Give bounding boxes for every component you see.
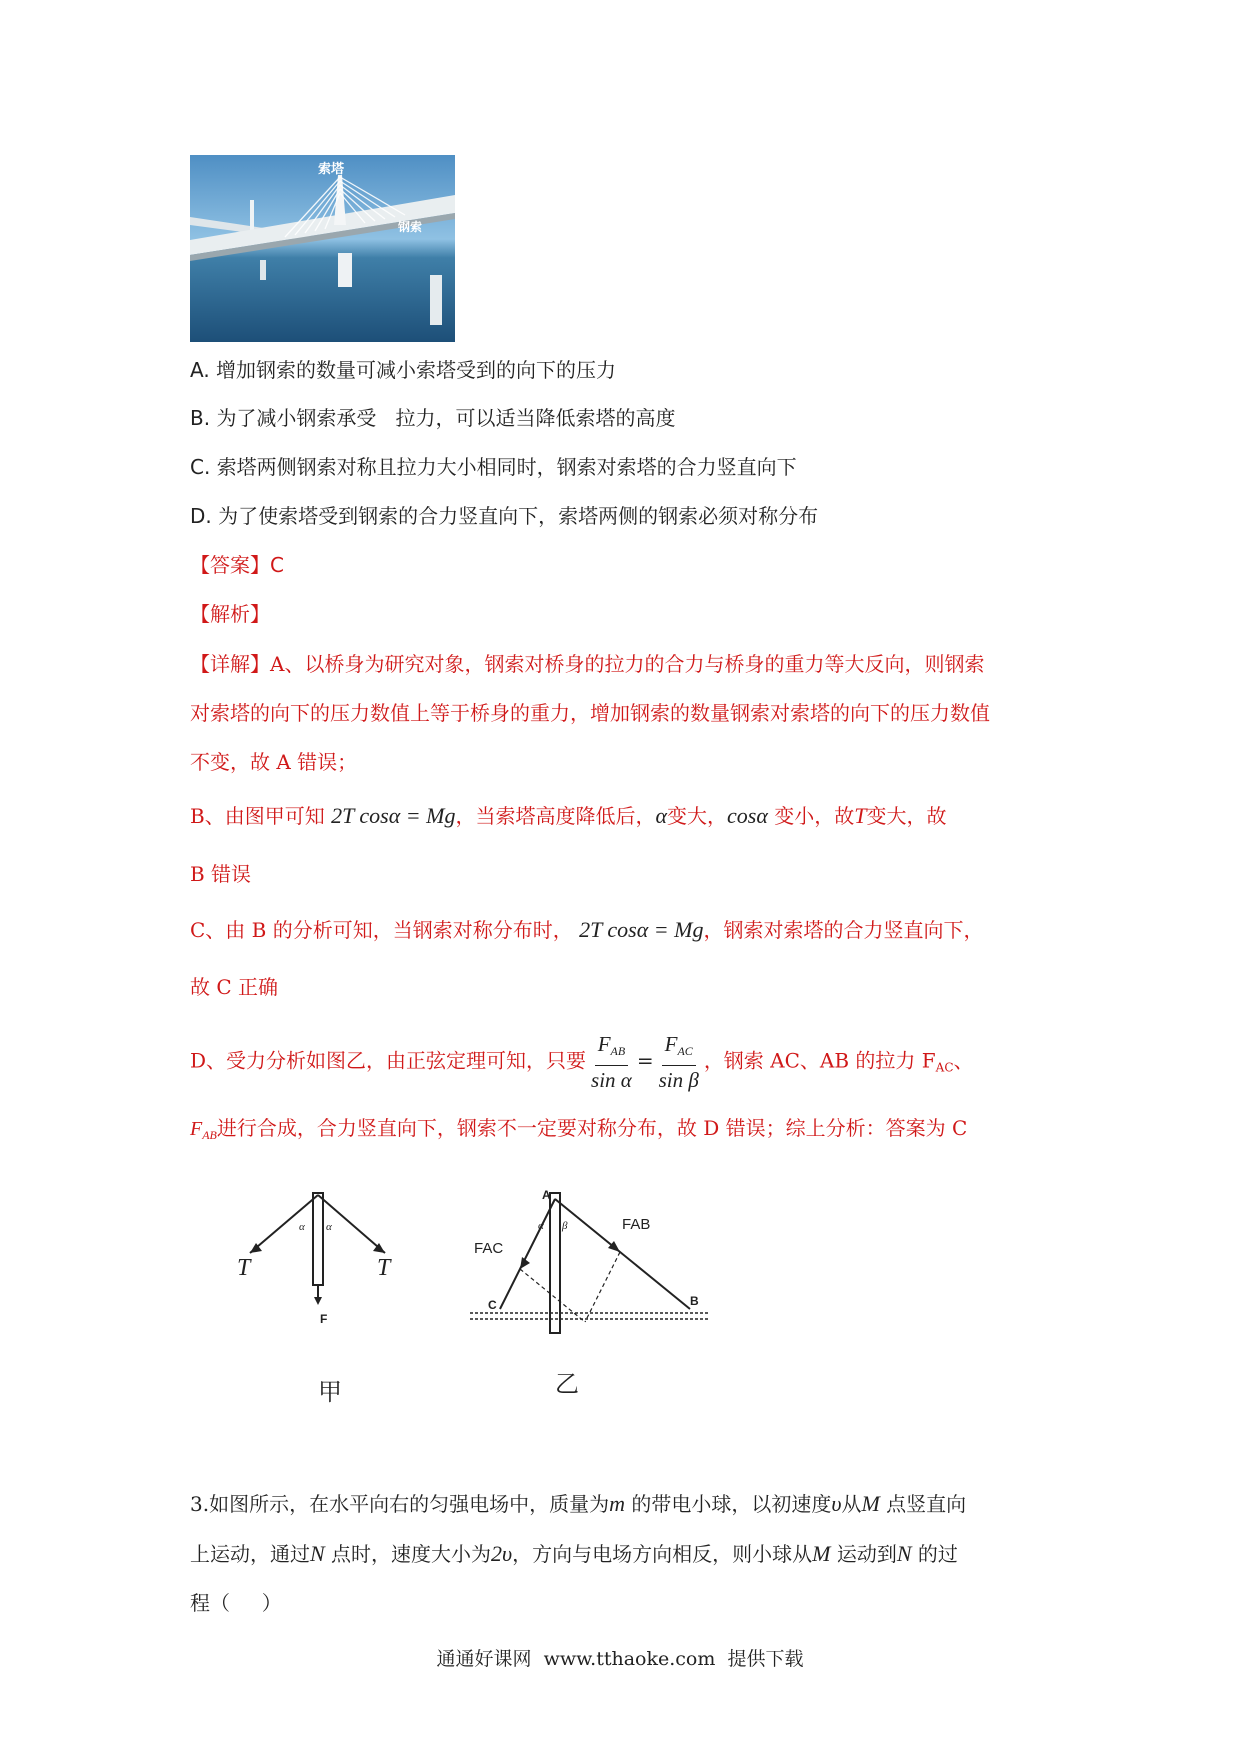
figure-jia-caption: 甲 [318, 1378, 342, 1406]
q3-line1-mid: 的带电小球，以初速度 [624, 1492, 832, 1516]
detail-d-line2-F: F [190, 1118, 203, 1140]
q3-v: υ [831, 1491, 842, 1516]
yi-F-AC: FAC [474, 1240, 504, 1257]
figure-yi [470, 1185, 720, 1350]
option-text: 索塔两侧钢索对称且拉力大小相同时，钢索对索塔的合力竖直向下 [216, 455, 797, 479]
detail-label: 【详解】 [190, 652, 270, 676]
option-c [190, 453, 797, 481]
detail-c-end: ，钢索对索塔的合力竖直向下， [703, 918, 984, 942]
T-symbol: T [854, 803, 867, 828]
q3-line2-mid3: 运动到 [830, 1542, 897, 1566]
q3-N: N [310, 1541, 325, 1566]
jia-F: F [320, 1312, 328, 1326]
frac1-sub: AB [610, 1044, 626, 1058]
detail-b-mid2: 变大， [667, 804, 728, 828]
figure-yi-caption: 乙 [555, 1370, 579, 1398]
yi-alpha: α [538, 1220, 544, 1232]
option-letter: A. [190, 358, 210, 382]
formula-b: 2T cosα = Mg [331, 803, 456, 828]
detail-d-end2: 、 [953, 1048, 974, 1073]
frac2-den: sin β [658, 1068, 699, 1092]
yi-F-AB: FAB [622, 1216, 651, 1233]
jia-T-left: T [237, 1255, 251, 1281]
q3-line2-end: 的过 [911, 1542, 958, 1566]
q3-line2 [190, 1540, 958, 1568]
q3-line2-pre: 上运动，通过 [190, 1542, 310, 1566]
answer-value: C [270, 553, 284, 577]
answer-label: 【答案】 [190, 553, 270, 577]
yi-A: A [542, 1188, 551, 1202]
equals-sign: = [636, 1048, 654, 1073]
option-letter: C. [190, 455, 211, 479]
detail-c-pre: C、由 B 的分析可知，当钢索对称分布时， [190, 918, 573, 942]
frac1-den: sin α [591, 1068, 632, 1092]
detail-d-pre: D、受力分析如图乙，由正弦定理可知，只要 [190, 1048, 587, 1073]
detail-b-pre: B、由图甲可知 [190, 804, 325, 828]
q3-m: m [609, 1491, 625, 1516]
detail-a-text1: A、以桥身为研究对象，钢索对桥身的拉力的合力与桥身的重力等大反向，则钢索 [270, 652, 985, 676]
jia-T-right: T [377, 1255, 391, 1281]
detail-d-line2-sub: AB [202, 1128, 217, 1142]
frac2-sub: AC [677, 1044, 693, 1058]
detail-a-line1 [190, 650, 984, 678]
option-letter: D. [190, 504, 212, 528]
q3-M: M [861, 1491, 880, 1516]
q3-line1-pre: 3.如图所示，在水平向右的匀强电场中，质量为 [190, 1492, 610, 1516]
cos-alpha: cosα [727, 803, 768, 828]
q3-line2-mid2: ，方向与电场方向相反，则小球从 [512, 1542, 813, 1566]
detail-d-line1 [190, 1030, 974, 1090]
detail-d-end-sub: AC [935, 1060, 954, 1075]
alpha-symbol: α [655, 803, 668, 828]
jia-alpha-right: α [326, 1221, 332, 1233]
figure-jia [225, 1185, 415, 1335]
fraction-fab-sina [588, 1030, 635, 1094]
option-letter: B. [190, 406, 211, 430]
option-a [190, 356, 616, 384]
detail-a-line3: 不变，故 A 错误； [190, 750, 358, 774]
q3-M2: M [812, 1541, 831, 1566]
detail-d-line2 [190, 1114, 967, 1149]
jia-alpha-left: α [299, 1221, 305, 1233]
option-text: 为了减小钢索承受 拉力，可以适当降低索塔的高度 [216, 406, 676, 430]
bridge-photo [190, 155, 455, 342]
option-text: 为了使索塔受到钢索的合力竖直向下，索塔两侧的钢索必须对称分布 [218, 504, 819, 528]
detail-b-mid3: 变小，故 [767, 804, 855, 828]
q3-line1-end: 点竖直向 [879, 1492, 967, 1516]
fraction-fac-sinb [656, 1030, 702, 1094]
q3-line2-mid: 点时，速度大小为 [324, 1542, 492, 1566]
frac2-F: F [664, 1032, 678, 1056]
detail-b-line2: B 错误 [190, 862, 252, 886]
detail-c-line2: 故 C 正确 [190, 975, 279, 999]
formula-c: 2T cosα = Mg [579, 917, 704, 942]
q3-N2: N [896, 1541, 912, 1566]
analysis-label: 【解析】 [190, 602, 270, 626]
frac1-F: F [597, 1032, 611, 1056]
detail-c-line1 [190, 916, 983, 944]
q3-line3: 程（ ） [190, 1591, 282, 1615]
photo-label-tower: 索塔 [318, 161, 345, 176]
detail-b-end: 变大，故 [866, 804, 947, 828]
yi-C: C [488, 1298, 497, 1312]
option-b [190, 404, 676, 432]
yi-B: B [690, 1294, 699, 1308]
option-text: 增加钢索的数量可减小索塔受到的向下的压力 [216, 358, 617, 382]
q3-line1 [190, 1490, 966, 1518]
q3-line1-mid2: 从 [841, 1492, 862, 1516]
detail-b-mid: ，当索塔高度降低后， [455, 804, 656, 828]
detail-d-line2-text: 进行合成，合力竖直向下，钢索不一定要对称分布，故 D 错误；综上分析：答案为 C [216, 1116, 968, 1140]
yi-beta: β [562, 1220, 568, 1232]
option-d [190, 502, 818, 530]
detail-d-end: ，钢索 AC、AB 的拉力 F [703, 1048, 936, 1073]
q3-2v: 2υ [491, 1541, 513, 1566]
page-footer: 通通好课网 www.tthaoke.com 提供下载 [436, 1648, 804, 1670]
photo-label-cable: 钢索 [398, 220, 423, 234]
detail-a-line2: 对索塔的向下的压力数值上等于桥身的重力，增加钢索的数量钢索对索塔的向下的压力数值 [190, 701, 990, 725]
detail-b-line1 [190, 802, 947, 830]
answer-line [190, 551, 284, 579]
